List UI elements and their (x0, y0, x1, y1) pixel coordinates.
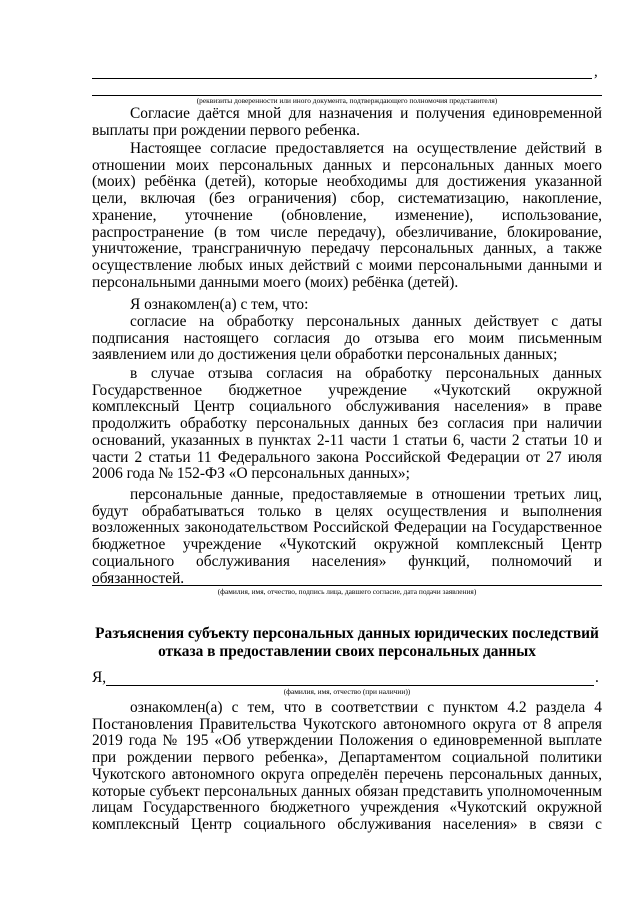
explanation-body: ознакомлен(а) с тем, что в соответствии с пунктом 4.2 раздела 4 Постановления Правительства Чукотского автономного округа от 8 апреля 2019 года № 195 «Об утверждении Положения о единовременной выплате при рождении первого ребенка», Департаментом социальной политики Чукотского автономного округа определён перечень персональных данных, которые субъект персональных данных обязан представить уполномоченным лицам Государственного бюджетного учреждения «Чукотский окружной комплексный Центр социального обслуживания населения» в связи с (92, 699, 602, 833)
third-party-data-paragraph: персональные данные, предоставляемые в отношении третьих лиц, будут обрабатываться только в целях осуществления и выполнения возложенных законодательством Российской Федерации на Государственное бюджетное учреждение «Чукотский окружной комплексный Центр социального обслуживания населения» функций, полномочий и обязанностей. (92, 486, 602, 587)
consent-purpose-paragraph: Согласие даётся мной для назначения и получения единовременной выплаты при рождении первого ребенка. (92, 105, 602, 139)
representative-document-line (92, 78, 592, 79)
ya-prefix: Я, (92, 669, 107, 686)
signature-caption: (фамилия, имя, отчество, подпись лица, давшего согласие, дата подачи заявления) (217, 587, 477, 596)
name-line-end: . (595, 669, 599, 686)
full-name-line (106, 685, 594, 686)
representative-document-caption: (реквизиты доверенности или иного документа, подтверждающего полномочия представителя) (196, 96, 498, 105)
consent-withdrawal-paragraph: в случае отзыва согласия на обработку персональных данных Государственное бюджетное учреждение «Чукотский окружной комплексный Центр социального обслуживания населения» в праве продолжить обработку персональных данных без согласия при наличии оснований, указанных в пунктах 2-11 части 1 статьи 6, части 2 статьи 10 и части 2 статьи 11 Федерального закона Российской Федерации от 27 июля 2006 года № 152-ФЗ «О персональных данных»; (92, 365, 602, 483)
signature-line (92, 585, 602, 586)
acknowledgement-intro: Я ознакомлен(а) с тем, что: (130, 296, 309, 313)
consent-validity-paragraph: согласие на обработку персональных данных действует с даты подписания настоящего согласия до отзыва его моим письменным заявлением или до достижения цели обработки персональных данных; (92, 313, 602, 364)
section-heading: Разъяснения субъекту персональных данных юридических последствий отказа в предоставлении своих персональных данных (95, 625, 599, 660)
consent-scope-paragraph: Настоящее согласие предоставляется на осуществление действий в отношении моих персональных данных и персональных данных моего (моих) ребёнка (детей), которые необходимы для достижения указанной цели, включая (без ограничения) сбор, систематизацию, накопление, хранение, уточнение (обновление, изменение), использование, распространение (в том числе передачу), обезличивание, блокирование, уничтожение, трансграничную передачу персональных данных, а также осуществление любых иных действий с моими персональными данными и персональными данными моего (моих) ребёнка (детей). (92, 140, 602, 291)
trailing-comma: , (594, 64, 598, 80)
full-name-caption: (фамилия, имя, отчество (при наличии)) (283, 687, 411, 696)
